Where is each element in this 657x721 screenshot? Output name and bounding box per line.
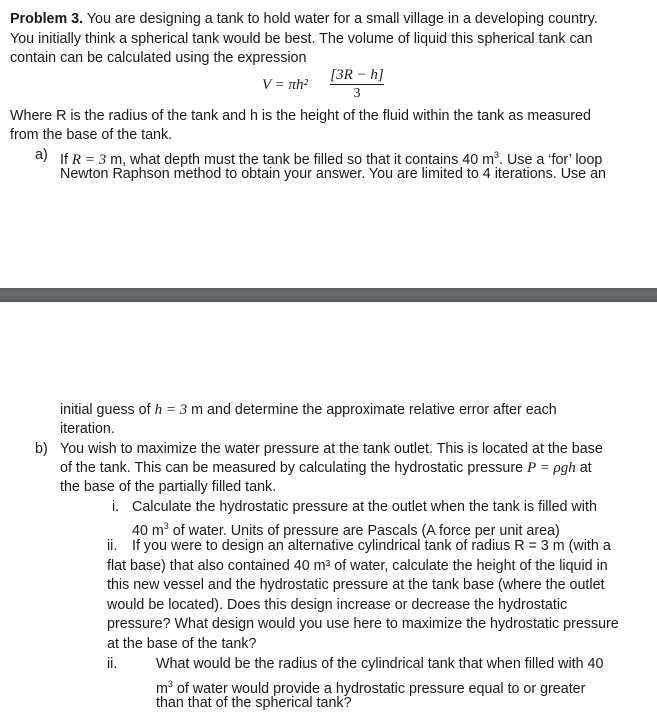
sub-i-label: i. bbox=[112, 499, 120, 515]
sub-ii-line-1: If you were to design an alternative cylindrical tank of radius R = 3 m (with a bbox=[132, 538, 611, 554]
formula-denominator: 3 bbox=[353, 86, 361, 101]
part-b-text: of the tank. This can be measured by calculating the hydrostatic pressure bbox=[60, 460, 528, 476]
part-b-math-p: P = ρgh bbox=[527, 460, 576, 476]
part-a-line-2: Newton Raphson method to obtain your answer. You are limited to 4 iterations. Use an bbox=[60, 166, 606, 182]
sub-ii-line-3: this new vessel and the hydrostatic pressure at the tank base (where the outlet bbox=[107, 577, 605, 593]
sub-ii-line-6: at the base of the tank? bbox=[107, 636, 257, 652]
part-a-text: m and determine the approximate relative error after each bbox=[187, 402, 557, 418]
sub-iii-label: ii. bbox=[107, 656, 118, 672]
part-a-math-h: h = 3 bbox=[154, 402, 188, 418]
formula-numerator: [3R − h] bbox=[330, 67, 384, 83]
problem-heading: Problem 3. bbox=[10, 11, 84, 27]
part-a-line-3 bbox=[60, 401, 557, 419]
sub-ii-line-4: would be located). Does this design increase or decrease the hydrostatic bbox=[107, 597, 568, 613]
part-b-line-3: the base of the partially filled tank. bbox=[60, 479, 277, 495]
sub-iii-text: of water would provide a hydrostatic pressure equal to or greater bbox=[172, 680, 586, 697]
part-a-text: . Use a ‘for’ loop bbox=[499, 151, 603, 168]
part-a-label: a) bbox=[35, 147, 48, 163]
part-b-label: b) bbox=[35, 441, 48, 457]
problem-intro-1: You are designing a tank to hold water for a small village in a developing country. bbox=[86, 11, 598, 27]
superscript-3: 3 bbox=[167, 679, 173, 689]
part-a-text: initial guess of bbox=[60, 402, 155, 418]
part-b-text: at bbox=[575, 460, 592, 476]
problem-intro-2: You initially think a spherical tank would be best. The volume of liquid this spherical tank can bbox=[10, 31, 593, 47]
sub-ii-label: ii. bbox=[107, 538, 118, 554]
sub-ii-line-5: pressure? What design would you use here to maximize the hydrostatic pressure bbox=[107, 616, 619, 632]
part-a-text: m, what depth must the tank be filled so that it contains 40 m bbox=[106, 151, 495, 168]
problem-after-1: Where R is the radius of the tank and h is the height of the fluid within the tank as measured bbox=[10, 108, 591, 124]
part-b-line-2 bbox=[60, 459, 592, 477]
formula-lhs: V = πh² bbox=[262, 77, 309, 93]
problem-after-2: from the base of the tank. bbox=[10, 127, 173, 143]
sub-i-text: 40 m bbox=[132, 522, 164, 539]
sub-iii-line-1: What would be the radius of the cylindrical tank that when filled with 40 bbox=[156, 656, 604, 672]
superscript-3: 3 bbox=[163, 521, 169, 531]
part-a-line-4: iteration. bbox=[60, 421, 115, 437]
problem-line-1 bbox=[10, 10, 598, 28]
superscript-3: 3 bbox=[494, 150, 500, 160]
part-b-line-1: You wish to maximize the water pressure at the tank outlet. This is located at the base bbox=[60, 441, 603, 457]
part-a-math-r: R = 3 bbox=[71, 151, 107, 168]
problem-intro-3: contain can be calculated using the expression bbox=[10, 50, 307, 66]
sub-ii-line-2: flat base) that also contained 40 m³ of water, calculate the height of the liquid in bbox=[107, 558, 608, 574]
part-a-text: If bbox=[60, 151, 72, 168]
page-divider bbox=[0, 288, 657, 302]
sub-i-line-1: Calculate the hydrostatic pressure at the outlet when the tank is filled with bbox=[132, 499, 597, 515]
sub-iii-line-3: than that of the spherical tank? bbox=[156, 695, 352, 711]
sub-iii-text: m bbox=[156, 680, 168, 697]
sub-i-text: of water. Units of pressure are Pascals (A force per unit area) bbox=[168, 522, 560, 539]
formula-fraction bbox=[330, 66, 384, 102]
